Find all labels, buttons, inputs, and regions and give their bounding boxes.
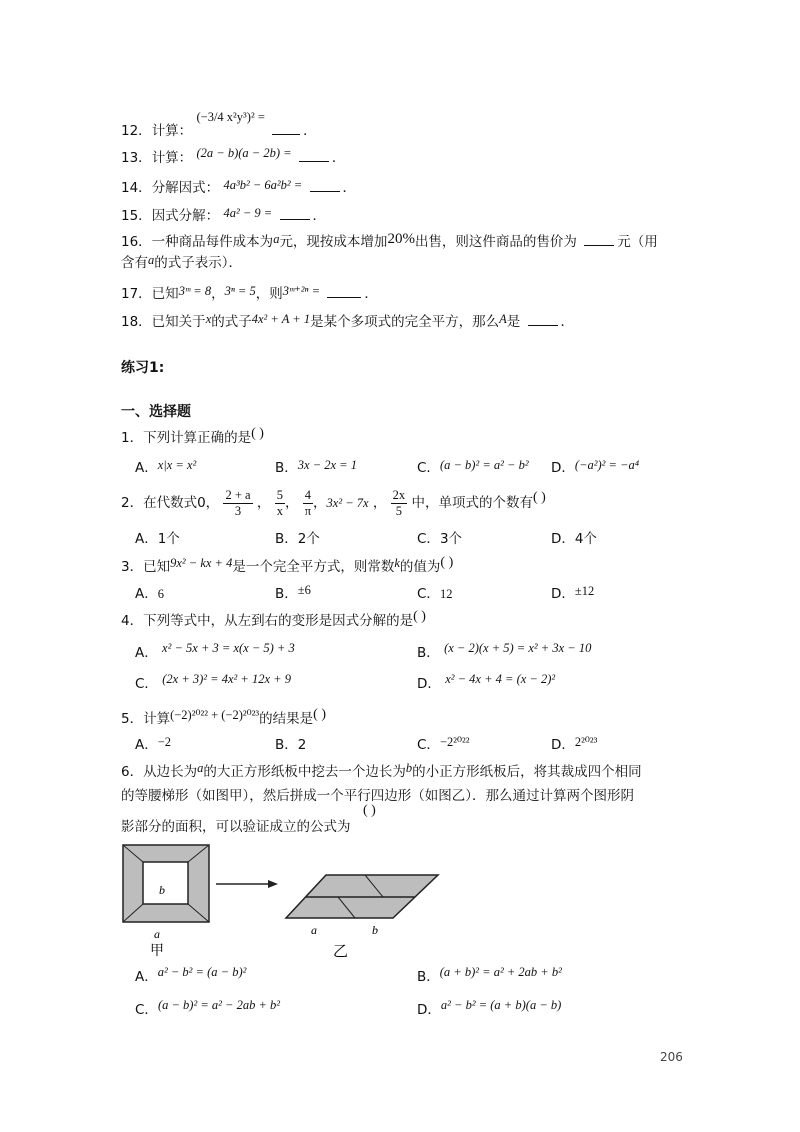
fig-label-yi: 乙 — [333, 942, 349, 960]
q3-option-c: C．12 — [417, 586, 453, 602]
q6-line2: 的等腰梯形（如图甲），然后拼成一个平行四边形（如图乙）．那么通过计算两个图形阴 — [121, 788, 634, 804]
problem-16-line1: 16．一种商品每件成本为a元，现按成本增加20%出售，则这件商品的售价为 元（用 — [121, 231, 658, 250]
q2-option-a: A．1个 — [135, 531, 180, 547]
q6-line3: 影部分的面积，可以验证成立的公式为 — [121, 819, 351, 835]
fraction-5: $\frac{2x}{5}$ — [392, 487, 406, 518]
q4-option-a: A． x² − 5x + 3 = x(x − 5) + 3 — [135, 641, 295, 661]
q5-option-a: A．−2 — [135, 735, 172, 753]
q4-option-b: B． (x − 2)(x + 5) = x² + 3x − 10 — [417, 641, 592, 661]
section-practice-heading: 练习1: — [121, 360, 165, 376]
q1-option-d: D．(−a²)² = −a⁴ — [551, 458, 640, 476]
arrow-icon — [216, 880, 278, 888]
q6-option-b: B．(a + b)² = a² + 2ab + b² — [417, 965, 562, 985]
q6-option-d: D．a² − b² = (a + b)(a − b) — [417, 998, 562, 1018]
q3-option-b: B．±6 — [275, 583, 311, 602]
q4-stem: 4．下列等式中，从左到右的变形是因式分解的是( ) — [121, 609, 426, 629]
q6-figures — [118, 840, 458, 960]
q5-option-b: B．2 — [275, 737, 307, 753]
problem-15: 15．因式分解： 4a² − 9 = ． — [121, 206, 327, 224]
q5-stem: 5．计算(−2)²⁰²² + (−2)²⁰²³的结果是( ) — [121, 707, 326, 727]
figure-yi — [286, 875, 438, 960]
fraction-1: $\frac{2 + a}{3}$ — [225, 487, 251, 518]
q3-option-a: A．6 — [135, 586, 164, 602]
figure-jia — [123, 845, 209, 959]
q6-option-c: C．(a − b)² = a² − 2ab + b² — [135, 998, 280, 1018]
problem-17: 17．已知3ᵐ = 8，3ⁿ = 5，则3ᵐ⁺²ⁿ = ． — [121, 284, 378, 302]
problem-18: 18．已知关于x的式子4x² + A + 1是某个多项式的完全平方，那么A是 ． — [121, 312, 575, 330]
q4-option-c: C． (2x + 3)² = 4x² + 12x + 9 — [135, 672, 291, 692]
q1-stem: 1．下列计算正确的是( ) — [121, 426, 264, 446]
q2-option-b: B．2个 — [275, 531, 320, 547]
fraction-3: $\frac{4}{\pi}$ — [304, 487, 312, 518]
q6-paren: ( ) — [363, 803, 376, 818]
q2-stem: 2．在代数式0， $\frac{2 + a}{3}$ ， $\frac{5}{x}$ ， $\frac{4}{\pi}$ ，3x² − 7x ， $\frac{2x}{5}$ 中，单项式的个数有( ) — [121, 487, 546, 518]
fig2-label-a: a — [311, 923, 317, 937]
problem-16-line2: 含有a的式子表示）． — [121, 253, 242, 271]
fraction-2: $\frac{5}{x}$ — [276, 487, 283, 518]
q6-option-a: A．a² − b² = (a − b)² — [135, 965, 247, 985]
q1-option-b: B．3x − 2x = 1 — [275, 458, 357, 476]
q3-option-d: D．±12 — [551, 584, 595, 602]
problem-12: 12．计算： (−3/4 x²y³)² = ． — [121, 110, 317, 139]
q1-option-c: C．(a − b)² = a² − b² — [417, 458, 529, 476]
fig-label-jia: 甲 — [150, 943, 164, 959]
q1-option-a: A．x|x = x² — [135, 458, 197, 476]
q3-stem: 3．已知9x² − kx + 4是一个完全平方式，则常数k的值为( ) — [121, 555, 454, 575]
q5-option-d: D．2²⁰²³ — [551, 735, 598, 753]
problem-13: 13．计算： (2a − b)(a − 2b) = ． — [121, 146, 346, 166]
q2-option-d: D．4个 — [551, 531, 597, 547]
problem-14: 14．分解因式： 4a³b² − 6a²b² = ． — [121, 178, 357, 196]
page-number: 206 — [660, 1050, 683, 1064]
section-choice-heading: 一、选择题 — [121, 404, 191, 420]
fig2-label-b: b — [372, 923, 378, 937]
q4-option-d: D． x² − 4x + 4 = (x − 2)² — [417, 672, 556, 692]
q6-line1: 6．从边长为a的大正方形纸板中挖去一个边长为b的小正方形纸板后，将其裁成四个相同 — [121, 761, 642, 780]
fig-label-b: b — [159, 883, 165, 897]
q2-option-c: C．3个 — [417, 531, 463, 547]
q5-option-c: C．−2²⁰²² — [417, 735, 470, 753]
fig-label-a: a — [154, 927, 160, 941]
